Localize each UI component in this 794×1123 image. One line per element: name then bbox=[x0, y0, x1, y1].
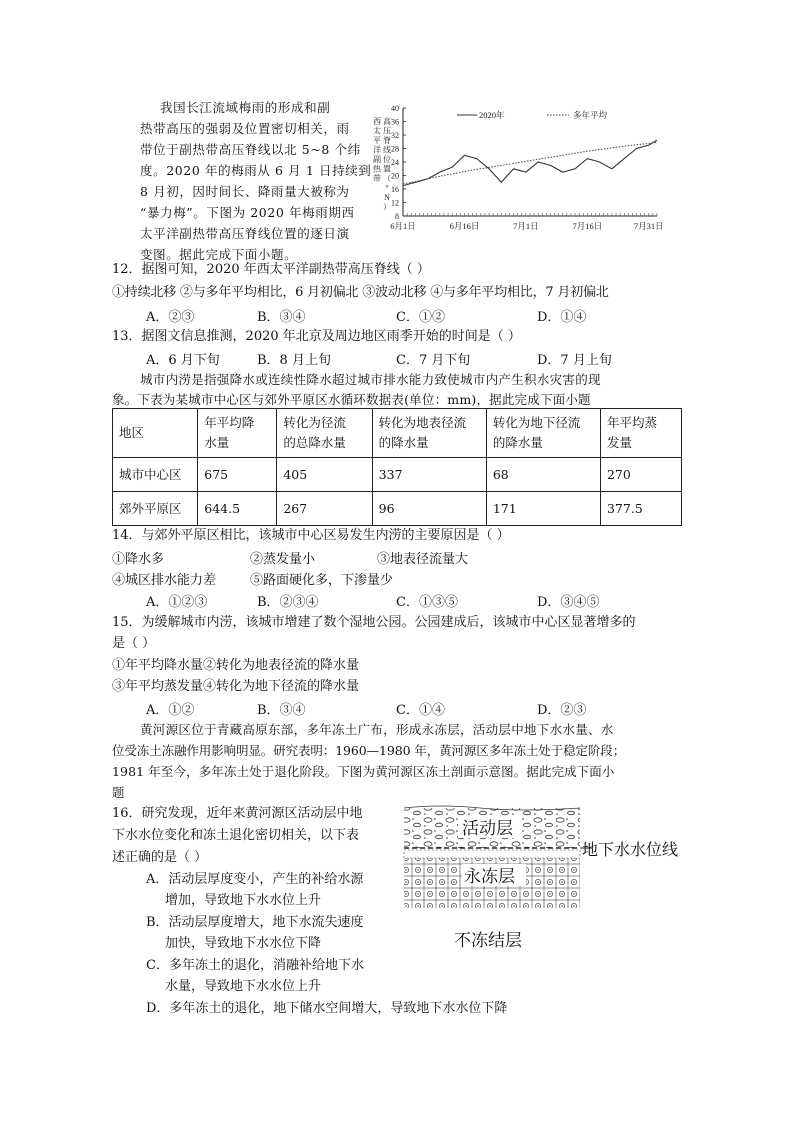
option-a[interactable]: A．①②③ bbox=[146, 595, 208, 610]
q16-option-d[interactable]: D．多年冻土的退化，地下储水空间增大，导致地下水水位下降 bbox=[146, 1001, 508, 1016]
option-d[interactable]: D．7 月上旬 bbox=[537, 353, 612, 368]
y-axis-label-char: 太 bbox=[373, 126, 381, 136]
option-a[interactable]: A．②③ bbox=[146, 310, 195, 325]
y-tick-label: 24 bbox=[391, 158, 399, 167]
option-c[interactable]: C．①② bbox=[396, 310, 445, 325]
legend-label: 2020年 bbox=[479, 110, 505, 120]
y-tick-label: 8 bbox=[395, 212, 399, 221]
passage-3-line: 1981 年至今，多年冻土处于退化阶段。下图为黄河源区冻土剖面示意图。据此完成下面小 bbox=[112, 764, 615, 779]
y-axis-label-char: 西 bbox=[373, 117, 381, 126]
table-header-row bbox=[113, 409, 682, 458]
y-axis-label-char: 高 bbox=[383, 117, 391, 126]
y-tick-label: 32 bbox=[391, 131, 399, 140]
x-tick-label: 7月16日 bbox=[572, 221, 603, 231]
q16-option-c[interactable]: C．多年冻土的退化，消融补给地下水 bbox=[146, 958, 364, 973]
y-axis-label-char: 热 bbox=[373, 164, 381, 174]
passage-3-line: 位受冻土冻融作用影响明显。研究表明：1960—1980 年，黄河源区多年冻土处于稳定阶段； bbox=[112, 743, 626, 758]
x-tick-label: 7月31日 bbox=[633, 221, 664, 231]
option-b[interactable]: B．③④ bbox=[257, 310, 306, 325]
option-c[interactable]: C．①④ bbox=[396, 703, 445, 718]
y-axis-label-char: 平 bbox=[373, 136, 381, 145]
q16-option-a[interactable]: A．活动层厚度变小，产生的补给水源 bbox=[146, 872, 364, 887]
y-tick-label: 12 bbox=[391, 198, 399, 208]
q16-option-c-cont: 水量，导致地下水水位上升 bbox=[165, 979, 322, 994]
passage-line: 太平洋副热带高压脊线位置的逐日演 bbox=[140, 226, 350, 241]
table-cell: 郊外平原区 bbox=[113, 492, 198, 526]
q12-stem: 12．据图可知，2020 年西太平洋副热带高压脊线（ ） bbox=[112, 262, 430, 277]
option-b[interactable]: B．8 月上旬 bbox=[257, 353, 331, 368]
item: ④城区排水能力差 bbox=[112, 573, 217, 588]
table-header: 年平均蒸 发量 bbox=[600, 409, 681, 458]
x-tick-label: 6月16日 bbox=[449, 221, 480, 231]
ridge-line-chart bbox=[365, 98, 665, 238]
q16-option-b[interactable]: B．活动层厚度增大，地下水流失速度 bbox=[146, 915, 364, 930]
table-cell: 377.5 bbox=[600, 492, 681, 526]
table-header: 转化为地下径流 的降水量 bbox=[486, 409, 600, 458]
table-cell: 675 bbox=[198, 458, 277, 492]
option-c[interactable]: C．①③⑤ bbox=[396, 595, 458, 610]
q16-stem: 下水水位变化和冻土退化密切相关，以下表 bbox=[112, 828, 360, 843]
y-axis-label-char: 副 bbox=[373, 155, 381, 164]
legend-label: 多年平均 bbox=[573, 110, 608, 120]
table-cell: 337 bbox=[372, 458, 486, 492]
y-axis-label-char: ° bbox=[385, 183, 389, 193]
table-cell: 405 bbox=[277, 458, 372, 492]
q15-stem: 15．为缓解城市内涝，该城市增建了数个湿地公园。公园建成后，该城市中心区显著增多的 bbox=[112, 615, 636, 630]
y-tick-label: 40 bbox=[391, 104, 399, 113]
x-tick-label: 6月1日 bbox=[390, 221, 416, 231]
y-axis-label-char: 带 bbox=[373, 174, 381, 183]
y-axis-label-char: 脊 bbox=[383, 136, 391, 145]
water-cycle-table bbox=[112, 408, 682, 526]
passage-line: “暴力梅”。下图为 2020 年梅雨期西 bbox=[140, 205, 355, 220]
passage-line: 度。2020 年的梅雨从 6 月 1 日持续到 bbox=[140, 163, 372, 178]
table-cell: 城市中心区 bbox=[113, 458, 198, 492]
q15-items: ③年平均蒸发量④转化为地下径流的降水量 bbox=[112, 679, 360, 694]
table-cell: 267 bbox=[277, 492, 372, 526]
table-header: 转化为地表径流 的降水量 bbox=[372, 409, 486, 458]
q16-stem: 16．研究发现，近年来黄河源区活动层中地 bbox=[112, 806, 363, 821]
item: ①降水多 bbox=[112, 552, 165, 567]
q16-option-a-cont: 增加，导致地下水水位上升 bbox=[165, 893, 322, 908]
table-row bbox=[113, 492, 682, 526]
y-axis-label-char: （ bbox=[383, 174, 391, 183]
passage-line: 8 月初，因时间长、降雨量大被称为 bbox=[140, 184, 350, 199]
table-cell: 171 bbox=[486, 492, 600, 526]
q15-stem-cont: 是（ ） bbox=[112, 636, 156, 651]
table-cell: 68 bbox=[486, 458, 600, 492]
passage-line: 带位于副热带高压脊线以北 5~8 个纬 bbox=[140, 142, 361, 157]
passage-2-line: 象。下表为某城市中心区与郊外平原区水循环数据表(单位：mm)，据此完成下面小题 bbox=[112, 392, 591, 407]
passage-3-line: 黄河源区位于青藏高原东部，多年冻土广布，形成永冻层，活动层中地下水水量、水 bbox=[140, 722, 614, 737]
q14-stem: 14．与郊外平原区相比，该城市中心区易发生内涝的主要原因是（ ） bbox=[112, 528, 510, 543]
table-header: 年平均降 水量 bbox=[198, 409, 277, 458]
y-tick-label: 20 bbox=[391, 171, 399, 181]
y-tick-label: 36 bbox=[391, 117, 399, 127]
y-axis-label-char: 压 bbox=[383, 126, 391, 136]
transition-band bbox=[404, 850, 580, 858]
q13-stem: 13．据图文信息推测，2020 年北京及周边地区雨季开始的时间是（ ） bbox=[112, 329, 521, 344]
y-axis-label-char: 线 bbox=[383, 145, 391, 155]
permafrost-label: 永冻层 bbox=[464, 867, 515, 887]
y-axis-label-char: 置 bbox=[383, 164, 391, 174]
option-a[interactable]: A．①② bbox=[146, 703, 195, 718]
y-tick-label: 28 bbox=[391, 144, 399, 154]
passage-line: 变图。据此完成下面小题。 bbox=[140, 247, 298, 262]
table-cell: 96 bbox=[372, 492, 486, 526]
passage-3-line: 题 bbox=[112, 785, 126, 800]
y-axis-label-char: 位 bbox=[383, 155, 391, 164]
unfrozen-layer-label: 不冻结层 bbox=[454, 931, 522, 951]
option-c[interactable]: C．7 月下旬 bbox=[396, 353, 471, 368]
water-table-label: 地下水水位线 bbox=[582, 840, 679, 859]
option-a[interactable]: A．6 月下旬 bbox=[146, 353, 220, 368]
table-row bbox=[113, 458, 682, 492]
q12-items: ①持续北移 ②与多年平均相比，6 月初偏北 ③波动北移 ④与多年平均相比，7 月初偏北 bbox=[112, 285, 609, 300]
y-tick-label: 16 bbox=[391, 185, 399, 194]
y-axis-label-char: N bbox=[384, 193, 390, 202]
q16-stem: 述正确的是（ ） bbox=[112, 850, 208, 865]
active-layer-label: 活动层 bbox=[462, 819, 513, 839]
item: ③地表径流量大 bbox=[377, 552, 469, 567]
y-axis-label-char: 洋 bbox=[373, 145, 381, 155]
option-b[interactable]: B．②③④ bbox=[257, 595, 319, 610]
option-b[interactable]: B．③④ bbox=[257, 703, 306, 718]
item: ②蒸发量小 bbox=[250, 552, 316, 567]
item: ⑤路面硬化多，下渗量少 bbox=[250, 573, 394, 588]
q15-items: ①年平均降水量②转化为地表径流的降水量 bbox=[112, 658, 360, 673]
table-header: 转化为径流 的总降水量 bbox=[277, 409, 372, 458]
y-axis-label-char: ） bbox=[383, 202, 391, 212]
table-cell: 644.5 bbox=[198, 492, 277, 526]
passage-line: 我国长江流域梅雨的形成和副 bbox=[160, 100, 331, 115]
q16-option-b-cont: 加快，导致地下水水位下降 bbox=[165, 936, 322, 951]
permafrost-profile-diagram bbox=[400, 804, 690, 954]
x-tick-label: 7月1日 bbox=[513, 221, 539, 231]
option-d[interactable]: D．②③ bbox=[537, 703, 587, 718]
passage-line: 热带高压的强弱及位置密切相关，雨 bbox=[140, 121, 350, 136]
option-d[interactable]: D．③④⑤ bbox=[537, 595, 600, 610]
table-header: 地区 bbox=[113, 409, 198, 458]
table-cell: 270 bbox=[600, 458, 681, 492]
option-d[interactable]: D．①④ bbox=[537, 310, 587, 325]
passage-2-line: 城市内涝是指强降水或连续性降水超过城市排水能力致使城市内产生积水灾害的现 bbox=[140, 372, 601, 387]
